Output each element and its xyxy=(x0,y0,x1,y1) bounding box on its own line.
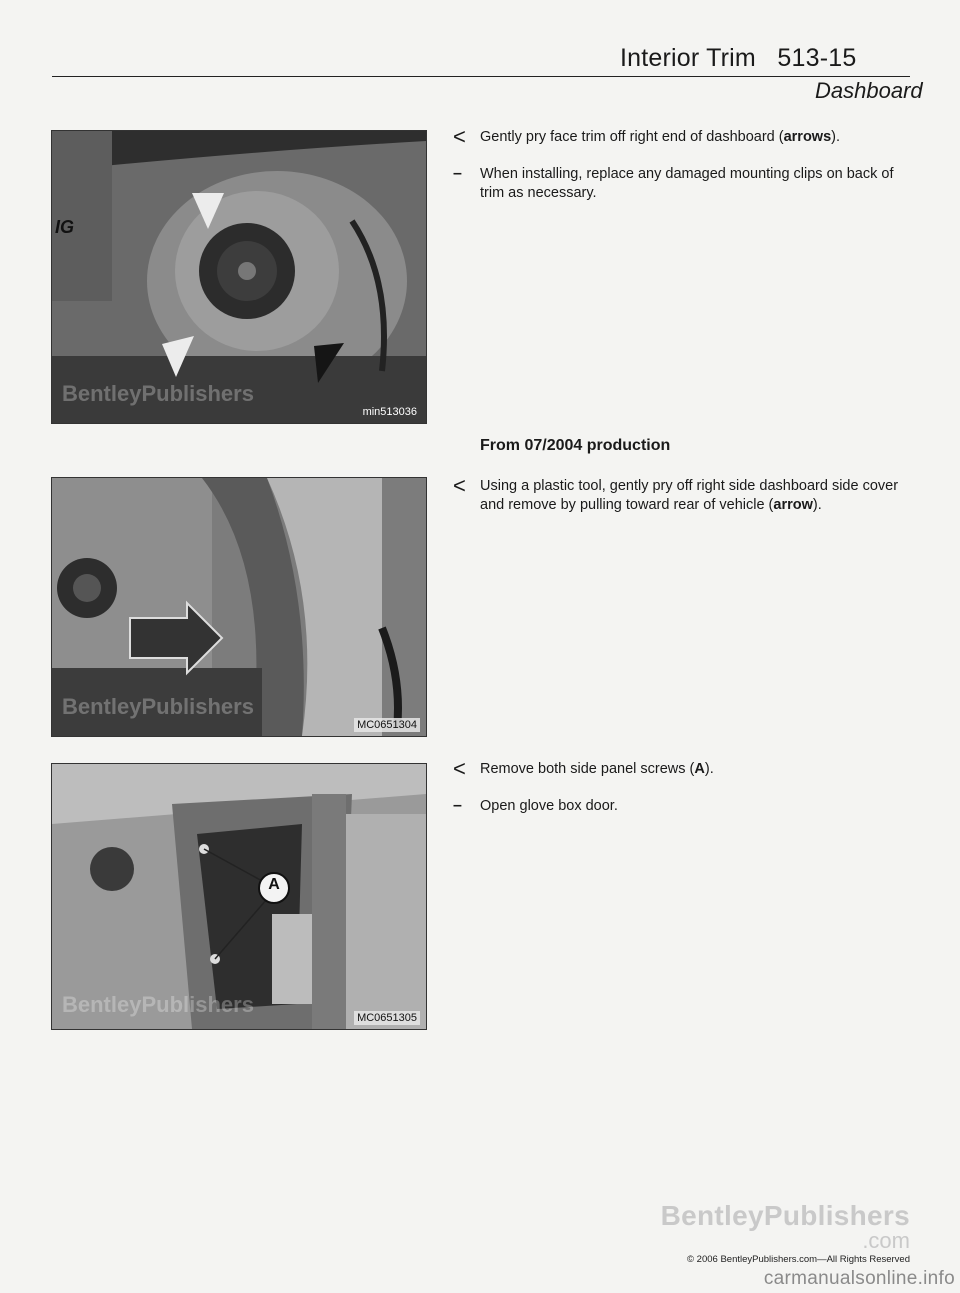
pointer-arrow-icon: < xyxy=(453,756,466,781)
section-heading: From 07/2004 production xyxy=(480,437,671,454)
watermark: BentleyPublishers xyxy=(62,381,254,406)
callout-a-label: A xyxy=(268,876,280,893)
step-instruction: Gently pry face trim off right end of dashboard (arrows). xyxy=(480,129,841,145)
dashboard-vent-illustration xyxy=(52,131,426,423)
figure-code: min513036 xyxy=(360,405,420,419)
step-instruction: When installing, replace any damaged mounting clips on back of trim as necessary. xyxy=(480,166,894,201)
figure-1-photo xyxy=(51,130,427,424)
dash-bullet-icon: – xyxy=(453,165,462,182)
footer-brand-logo: BentleyPublishers xyxy=(660,1200,910,1231)
page-section-title: Dashboard xyxy=(815,78,923,103)
footer-brand-suffix: .com xyxy=(862,1228,910,1253)
watermark: BentleyPublishers xyxy=(62,694,254,719)
dash-bullet-icon: – xyxy=(453,797,462,814)
side-panel-screws-illustration xyxy=(52,764,426,1029)
airbag-label: IG xyxy=(55,217,75,237)
step-instruction: Remove both side panel screws (A). xyxy=(480,761,714,777)
watermark: BentleyPublishers xyxy=(62,992,254,1017)
footer-site-watermark: carmanualsonline.info xyxy=(763,1268,955,1289)
pointer-arrow-icon: < xyxy=(453,473,466,498)
header-rule xyxy=(52,76,910,77)
figure-3-photo xyxy=(51,763,427,1030)
footer-copyright: © 2006 BentleyPublishers.com—All Rights Reserved xyxy=(687,1254,910,1265)
figure-code: MC0651305 xyxy=(354,1011,420,1025)
pointer-arrow-icon: < xyxy=(453,124,466,149)
page-header-title: Interior Trim 513-15 xyxy=(620,44,857,72)
figure-code: MC0651304 xyxy=(354,718,420,732)
step-instruction: Using a plastic tool, gently pry off right side dashboard side cover and remove by pulling toward rear of vehicle (arrow). xyxy=(480,478,899,513)
step-instruction: Open glove box door. xyxy=(480,798,618,814)
figure-2-photo xyxy=(51,477,427,737)
